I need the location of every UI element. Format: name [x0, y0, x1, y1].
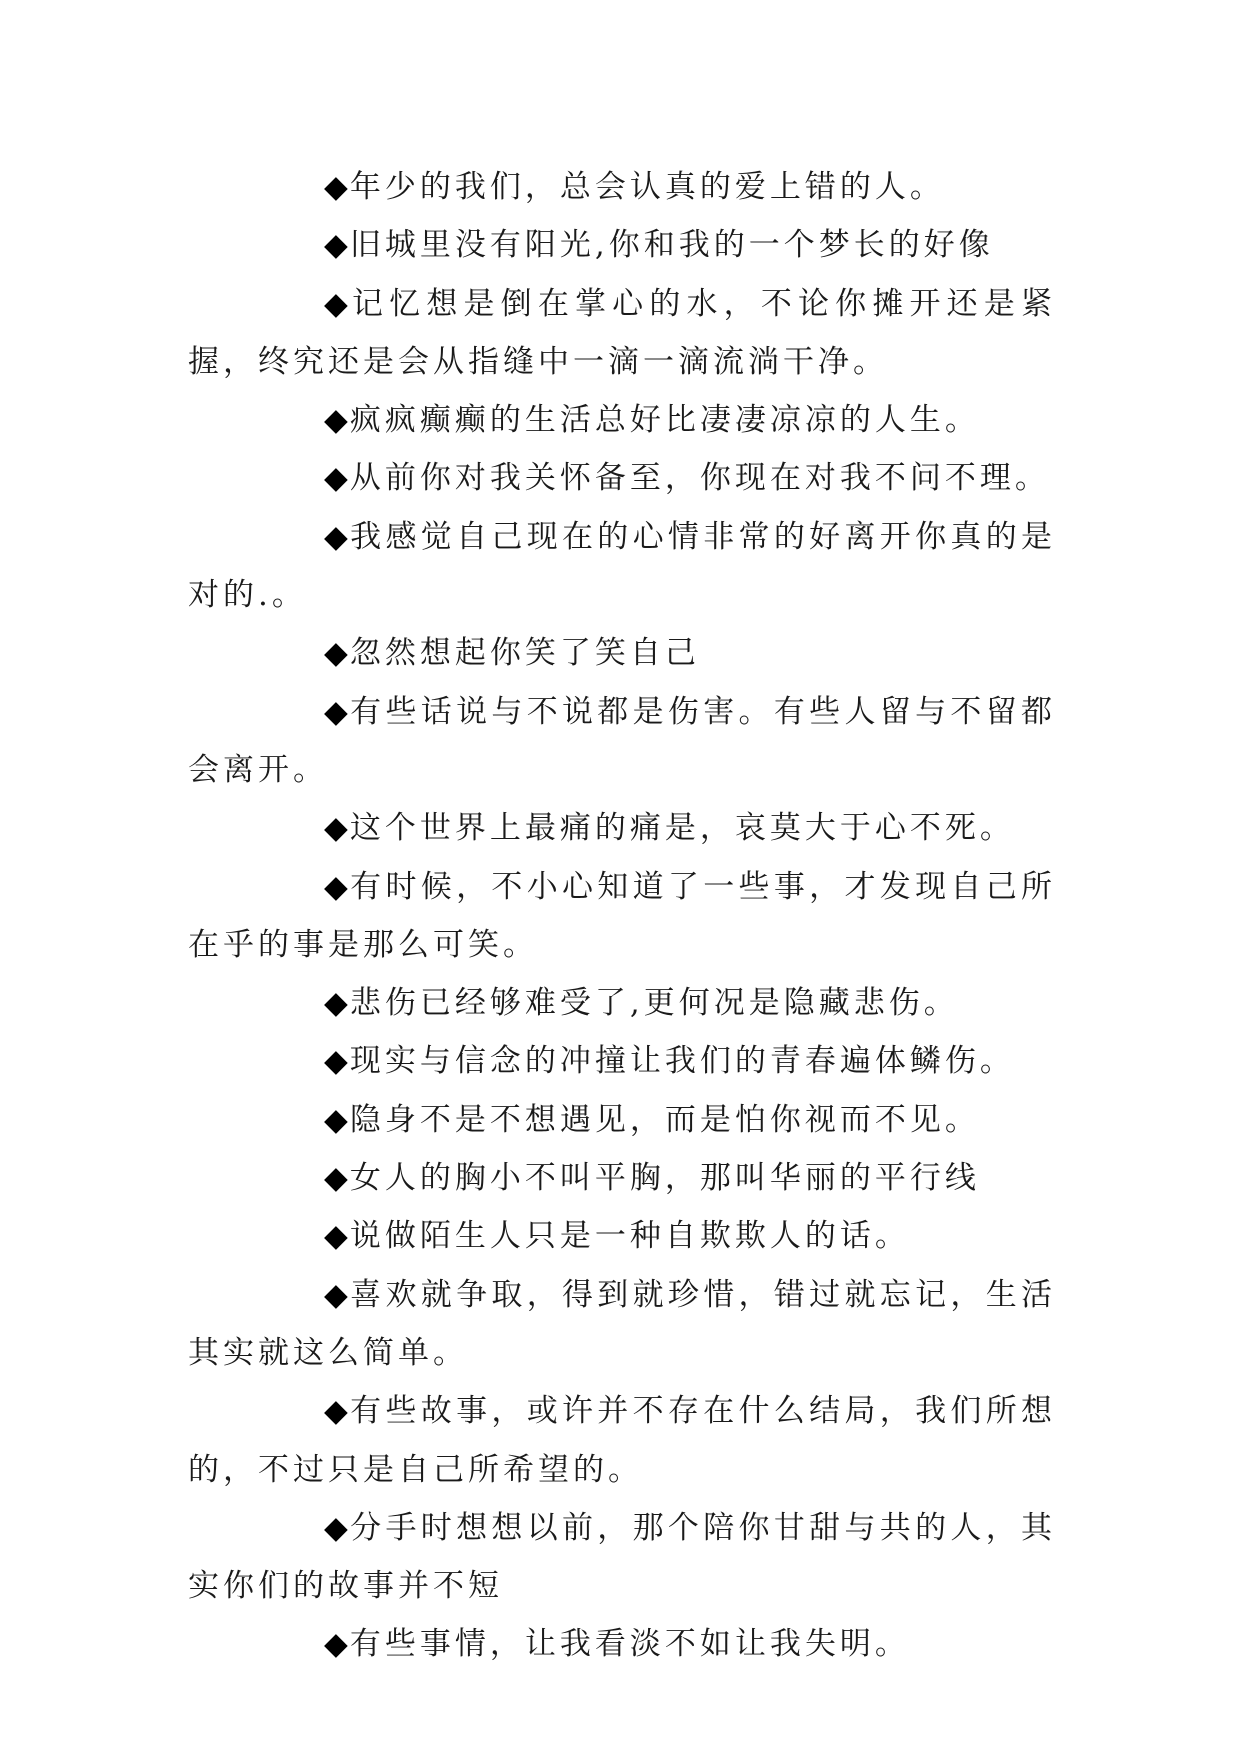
quote-text: 有些故事，或许并不存在什么结局，我们所想的，不过只是自己所希望的。 [188, 1393, 1056, 1488]
diamond-bullet-icon: ◆ [324, 402, 348, 439]
quote-text: 隐身不是不想遇见，而是怕你视而不见。 [349, 1101, 980, 1138]
diamond-bullet-icon: ◆ [324, 985, 348, 1022]
quote-paragraph [188, 449, 1056, 507]
diamond-bullet-icon: ◆ [324, 868, 348, 905]
quote-paragraph [188, 1091, 1056, 1149]
diamond-bullet-icon: ◆ [324, 1626, 348, 1663]
quote-text: 悲伤已经够难受了,更何况是隐藏悲伤。 [349, 985, 959, 1022]
diamond-bullet-icon: ◆ [324, 1101, 348, 1138]
quote-paragraph [188, 1032, 1056, 1090]
diamond-bullet-icon: ◆ [324, 169, 348, 205]
diamond-bullet-icon: ◆ [324, 1393, 348, 1430]
diamond-bullet-icon: ◆ [324, 1160, 348, 1197]
quote-text: 旧城里没有阳光,你和我的一个梦长的好像 [349, 227, 994, 264]
quote-text: 女人的胸小不叫平胸，那叫华丽的平行线 [349, 1160, 980, 1197]
quote-text: 我感觉自己现在的心情非常的好离开你真的是对的.。 [188, 518, 1056, 614]
diamond-bullet-icon: ◆ [324, 810, 348, 847]
quote-paragraph [188, 508, 1056, 625]
diamond-bullet-icon: ◆ [324, 227, 348, 264]
quote-text: 年少的我们，总会认真的爱上错的人。 [349, 169, 945, 205]
quote-paragraph [188, 158, 1056, 216]
quote-text: 有时候，不小心知道了一些事，才发现自己所在乎的事是那么可笑。 [188, 868, 1056, 963]
quote-text: 有些事情，让我看淡不如让我失明。 [349, 1626, 910, 1663]
quote-text: 这个世界上最痛的痛是，哀莫大于心不死。 [349, 810, 1015, 847]
quote-paragraph [188, 1266, 1056, 1383]
diamond-bullet-icon: ◆ [324, 285, 348, 322]
quote-paragraph [188, 1382, 1056, 1499]
quote-paragraph [188, 624, 1056, 682]
quote-paragraph [188, 1499, 1056, 1616]
diamond-bullet-icon: ◆ [324, 1043, 348, 1080]
quote-paragraph [188, 216, 1056, 274]
quote-text: 有些话说与不说都是伤害。有些人留与不留都会离开。 [188, 693, 1056, 788]
quote-text: 疯疯癫癫的生活总好比凄凄凉凉的人生。 [349, 402, 980, 439]
quote-text: 忽然想起你笑了笑自己 [349, 635, 700, 672]
diamond-bullet-icon: ◆ [324, 635, 348, 672]
document-body [188, 158, 1056, 1674]
quote-text: 喜欢就争取，得到就珍惜，错过就忘记，生活其实就这么简单。 [188, 1276, 1056, 1371]
quote-text: 现实与信念的冲撞让我们的青春遍体鳞伤。 [349, 1043, 1015, 1080]
quote-text: 从前你对我关怀备至，你现在对我不问不理。 [349, 460, 1050, 497]
diamond-bullet-icon: ◆ [324, 1218, 348, 1255]
diamond-bullet-icon: ◆ [324, 518, 348, 555]
quote-paragraph [188, 799, 1056, 857]
diamond-bullet-icon: ◆ [324, 1509, 348, 1546]
quote-text: 分手时想想以前，那个陪你甘甜与共的人，其实你们的故事并不短 [188, 1509, 1056, 1605]
quote-paragraph [188, 275, 1056, 392]
quote-text: 记忆想是倒在掌心的水，不论你摊开还是紧握，终究还是会从指缝中一滴一滴流淌干净。 [188, 285, 1056, 380]
quote-paragraph [188, 391, 1056, 449]
diamond-bullet-icon: ◆ [324, 693, 348, 730]
quote-paragraph [188, 1615, 1056, 1673]
diamond-bullet-icon: ◆ [324, 1276, 348, 1313]
quote-paragraph [188, 1149, 1056, 1207]
quote-paragraph [188, 683, 1056, 800]
quote-paragraph [188, 974, 1056, 1032]
quote-paragraph [188, 1207, 1056, 1265]
diamond-bullet-icon: ◆ [324, 460, 348, 497]
quote-paragraph [188, 858, 1056, 975]
quote-text: 说做陌生人只是一种自欺欺人的话。 [349, 1218, 910, 1255]
